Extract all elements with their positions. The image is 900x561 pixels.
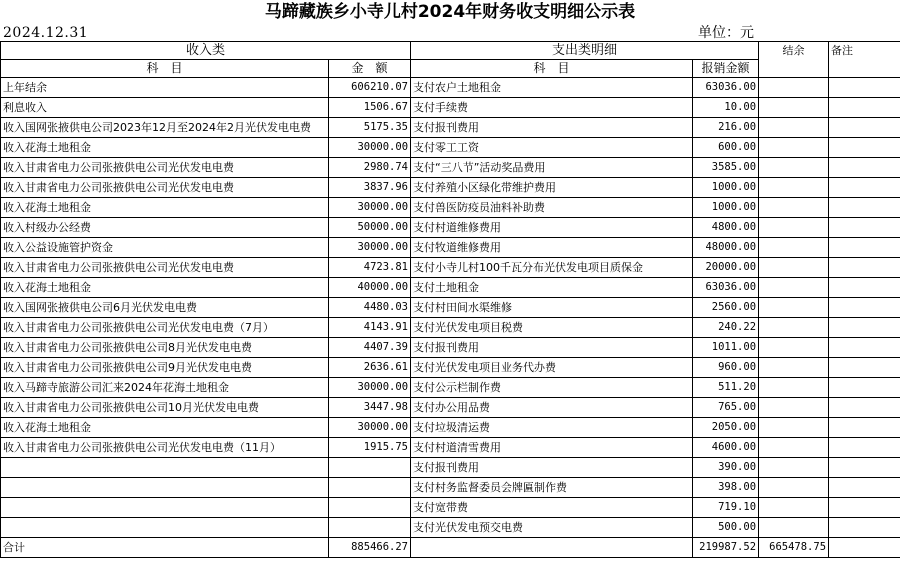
total-expense: 219987.52: [693, 538, 759, 558]
income-amount: 2980.74: [329, 158, 411, 178]
expense-item: 支付牧道维修费用: [411, 238, 693, 258]
balance-cell: [759, 218, 829, 238]
table-row: [1, 498, 900, 518]
table-row: [1, 78, 900, 98]
note-cell: [829, 118, 900, 138]
expense-item: 支付村道维修费用: [411, 218, 693, 238]
income-amount: 2636.61: [329, 358, 411, 378]
table-row: [1, 338, 900, 358]
note-header: 备注: [829, 42, 900, 78]
expense-item: 支付小寺儿村100千瓦分布光伏发电项目质保金: [411, 258, 693, 278]
expense-amount: 765.00: [693, 398, 759, 418]
income-amount: [329, 478, 411, 498]
expense-amount: 216.00: [693, 118, 759, 138]
note-cell: [829, 258, 900, 278]
expense-amount: 500.00: [693, 518, 759, 538]
expense-item-header: 科 目: [411, 60, 693, 78]
note-cell: [829, 178, 900, 198]
balance-cell: [759, 298, 829, 318]
income-amount: 30000.00: [329, 378, 411, 398]
expense-amount: 960.00: [693, 358, 759, 378]
total-note: [829, 538, 900, 558]
note-cell: [829, 378, 900, 398]
balance-cell: [759, 338, 829, 358]
income-amount: [329, 518, 411, 538]
income-item: 收入甘肃省电力公司张掖供电公司光伏发电电费（11月）: [1, 438, 329, 458]
note-cell: [829, 478, 900, 498]
table-row: [1, 478, 900, 498]
table-row: [1, 178, 900, 198]
expense-amount: 10.00: [693, 98, 759, 118]
income-item: 收入甘肃省电力公司张掖供电公司9月光伏发电电费: [1, 358, 329, 378]
table-row: [1, 458, 900, 478]
income-amount: 606210.07: [329, 78, 411, 98]
expense-category-header: 支出类明细: [411, 42, 759, 60]
balance-cell: [759, 278, 829, 298]
income-item: 收入甘肃省电力公司张掖供电公司光伏发电电费（7月）: [1, 318, 329, 338]
table-row: [1, 258, 900, 278]
expense-item: 支付养殖小区绿化带维护费用: [411, 178, 693, 198]
note-cell: [829, 518, 900, 538]
income-amount: 4723.81: [329, 258, 411, 278]
expense-item: 支付办公用品费: [411, 398, 693, 418]
expense-item: 支付村道清雪费用: [411, 438, 693, 458]
income-item: [1, 518, 329, 538]
expense-amount: 48000.00: [693, 238, 759, 258]
balance-cell: [759, 198, 829, 218]
note-cell: [829, 298, 900, 318]
balance-cell: [759, 118, 829, 138]
income-item: 收入花海土地租金: [1, 278, 329, 298]
income-item: 收入甘肃省电力公司张掖供电公司10月光伏发电电费: [1, 398, 329, 418]
table-row: [1, 198, 900, 218]
income-amount: 30000.00: [329, 238, 411, 258]
table-row: [1, 218, 900, 238]
total-row: [1, 538, 900, 558]
note-cell: [829, 198, 900, 218]
income-item: 收入国网张掖供电公司6月光伏发电电费: [1, 298, 329, 318]
total-income: 885466.27: [329, 538, 411, 558]
table-row: [1, 98, 900, 118]
note-cell: [829, 438, 900, 458]
total-label: 合计: [1, 538, 329, 558]
balance-cell: [759, 138, 829, 158]
table-row: [1, 278, 900, 298]
expense-amount: 20000.00: [693, 258, 759, 278]
income-item: 上年结余: [1, 78, 329, 98]
expense-item: 支付村务监督委员会牌匾制作费: [411, 478, 693, 498]
table-row: [1, 138, 900, 158]
income-item: 收入公益设施管护资金: [1, 238, 329, 258]
note-cell: [829, 138, 900, 158]
balance-cell: [759, 418, 829, 438]
income-item: [1, 458, 329, 478]
unit-label: 单位：元: [698, 25, 754, 41]
table-row: [1, 158, 900, 178]
expense-amount-header: 报销金额: [693, 60, 759, 78]
report-date: 2024.12.31: [3, 25, 89, 41]
note-cell: [829, 358, 900, 378]
expense-item: 支付报刊费用: [411, 338, 693, 358]
balance-cell: [759, 158, 829, 178]
table-row: [1, 118, 900, 138]
table-row: [1, 438, 900, 458]
income-item: 收入花海土地租金: [1, 198, 329, 218]
finance-table: [0, 41, 900, 558]
expense-item: 支付光伏发电预交电费: [411, 518, 693, 538]
balance-header: 结余: [759, 42, 829, 78]
balance-cell: [759, 98, 829, 118]
table-row: [1, 398, 900, 418]
income-item: 收入甘肃省电力公司张掖供电公司光伏发电电费: [1, 178, 329, 198]
income-amount: 3837.96: [329, 178, 411, 198]
balance-cell: [759, 498, 829, 518]
expense-amount: 1000.00: [693, 178, 759, 198]
income-amount: 50000.00: [329, 218, 411, 238]
note-cell: [829, 98, 900, 118]
income-category-header: 收入类: [1, 42, 411, 60]
expense-amount: 240.22: [693, 318, 759, 338]
balance-cell: [759, 318, 829, 338]
expense-item: 支付手续费: [411, 98, 693, 118]
note-cell: [829, 238, 900, 258]
total-balance: 665478.75: [759, 538, 829, 558]
expense-item: 支付光伏发电项目税费: [411, 318, 693, 338]
income-item: 收入甘肃省电力公司张掖供电公司光伏发电电费: [1, 258, 329, 278]
note-cell: [829, 218, 900, 238]
income-item: 收入国网张掖供电公司2023年12月至2024年2月光伏发电电费: [1, 118, 329, 138]
income-amount: [329, 498, 411, 518]
table-row: [1, 298, 900, 318]
table-row: [1, 378, 900, 398]
expense-item: 支付光伏发电项目业务代办费: [411, 358, 693, 378]
expense-item: 支付宽带费: [411, 498, 693, 518]
expense-amount: 2560.00: [693, 298, 759, 318]
expense-item: 支付农户土地租金: [411, 78, 693, 98]
balance-cell: [759, 438, 829, 458]
expense-item: 支付报刊费用: [411, 118, 693, 138]
note-cell: [829, 498, 900, 518]
table-row: [1, 238, 900, 258]
income-item: 收入花海土地租金: [1, 138, 329, 158]
expense-item: 支付“三八节”活动奖品费用: [411, 158, 693, 178]
expense-item: 支付零工工资: [411, 138, 693, 158]
header-row-1: [1, 42, 900, 60]
income-amount: 30000.00: [329, 198, 411, 218]
expense-amount: 63036.00: [693, 78, 759, 98]
expense-amount: 390.00: [693, 458, 759, 478]
income-item: 收入花海土地租金: [1, 418, 329, 438]
expense-amount: 398.00: [693, 478, 759, 498]
expense-amount: 719.10: [693, 498, 759, 518]
note-cell: [829, 398, 900, 418]
balance-cell: [759, 238, 829, 258]
income-item: 收入马蹄寺旅游公司汇来2024年花海土地租金: [1, 378, 329, 398]
balance-cell: [759, 458, 829, 478]
income-item: 收入甘肃省电力公司张掖供电公司光伏发电电费: [1, 158, 329, 178]
expense-amount: 63036.00: [693, 278, 759, 298]
balance-cell: [759, 358, 829, 378]
income-item: [1, 478, 329, 498]
expense-amount: 511.20: [693, 378, 759, 398]
expense-amount: 1011.00: [693, 338, 759, 358]
income-item: 利息收入: [1, 98, 329, 118]
balance-cell: [759, 378, 829, 398]
note-cell: [829, 338, 900, 358]
note-cell: [829, 78, 900, 98]
expense-item: 支付报刊费用: [411, 458, 693, 478]
expense-item: 支付土地租金: [411, 278, 693, 298]
balance-cell: [759, 178, 829, 198]
income-item: 收入村级办公经费: [1, 218, 329, 238]
expense-amount: 2050.00: [693, 418, 759, 438]
balance-cell: [759, 518, 829, 538]
income-amount: 5175.35: [329, 118, 411, 138]
income-amount: 3447.98: [329, 398, 411, 418]
income-item: [1, 498, 329, 518]
income-amount: 1915.75: [329, 438, 411, 458]
expense-item: 支付公示栏制作费: [411, 378, 693, 398]
expense-amount: 4800.00: [693, 218, 759, 238]
total-expense-label: [411, 538, 693, 558]
expense-amount: 4600.00: [693, 438, 759, 458]
income-item-header: 科 目: [1, 60, 329, 78]
note-cell: [829, 318, 900, 338]
table-row: [1, 518, 900, 538]
income-amount: 4480.03: [329, 298, 411, 318]
balance-cell: [759, 258, 829, 278]
page-title: 马蹄藏族乡小寺儿村2024年财务收支明细公示表: [264, 2, 636, 22]
expense-amount: 600.00: [693, 138, 759, 158]
note-cell: [829, 158, 900, 178]
table-row: [1, 358, 900, 378]
expense-amount: 3585.00: [693, 158, 759, 178]
income-amount: 4407.39: [329, 338, 411, 358]
note-cell: [829, 458, 900, 478]
balance-cell: [759, 78, 829, 98]
income-amount: [329, 458, 411, 478]
note-cell: [829, 278, 900, 298]
income-item: 收入甘肃省电力公司张掖供电公司8月光伏发电电费: [1, 338, 329, 358]
balance-cell: [759, 398, 829, 418]
expense-item: 支付村田间水渠维修: [411, 298, 693, 318]
note-cell: [829, 418, 900, 438]
income-amount: 30000.00: [329, 418, 411, 438]
expense-item: 支付兽医防疫员油料补助费: [411, 198, 693, 218]
expense-amount: 1000.00: [693, 198, 759, 218]
income-amount: 4143.91: [329, 318, 411, 338]
income-amount-header: 金 额: [329, 60, 411, 78]
table-row: [1, 318, 900, 338]
income-amount: 30000.00: [329, 138, 411, 158]
income-amount: 40000.00: [329, 278, 411, 298]
income-amount: 1506.67: [329, 98, 411, 118]
balance-cell: [759, 478, 829, 498]
table-row: [1, 418, 900, 438]
expense-item: 支付垃圾清运费: [411, 418, 693, 438]
